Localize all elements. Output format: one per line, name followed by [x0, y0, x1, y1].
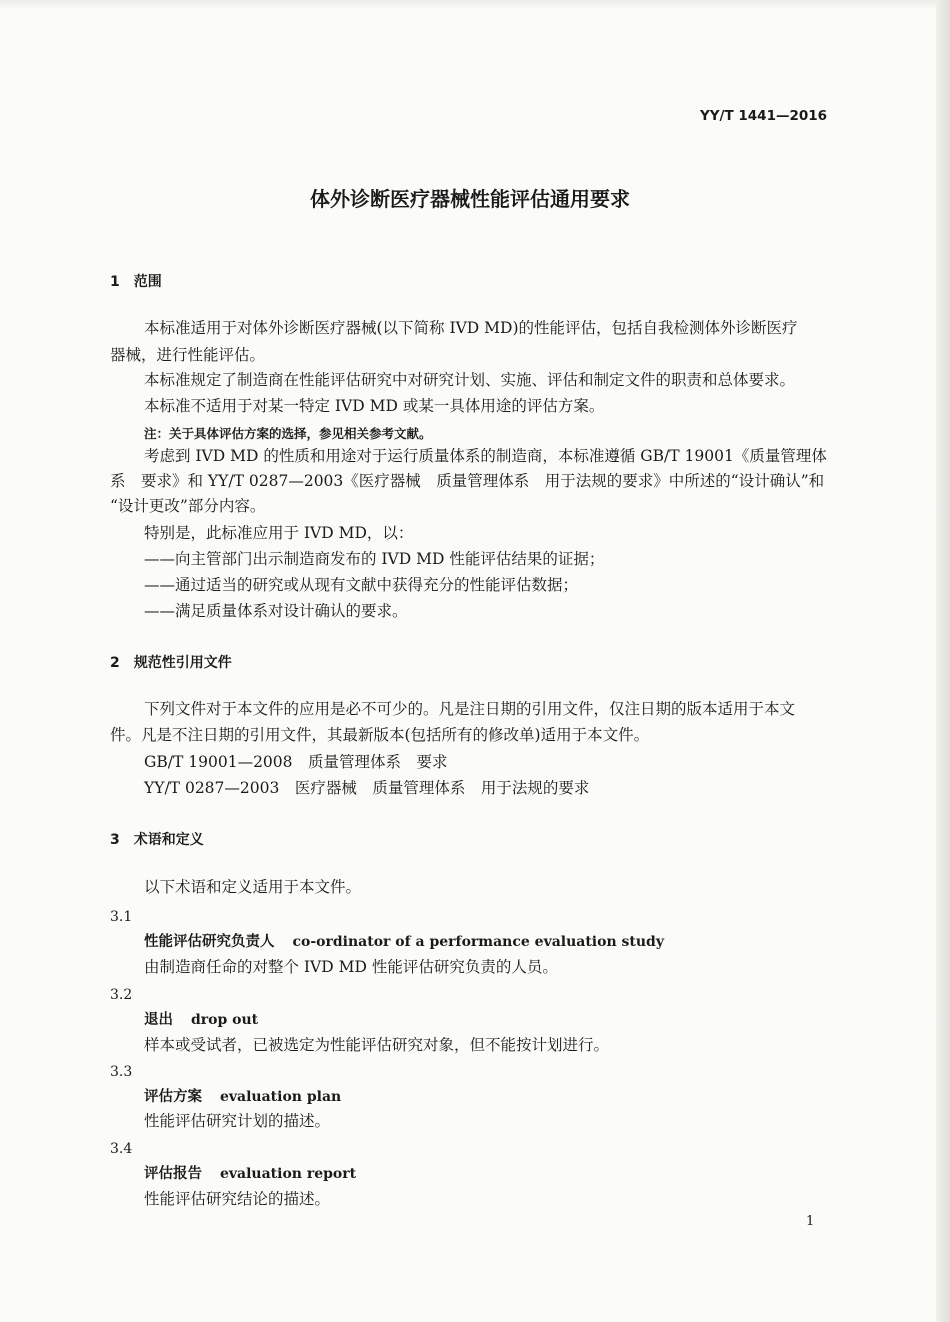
term-chinese: 评估报告	[144, 1166, 202, 1182]
scope-bullet-1: ——向主管部门出示制造商发布的 IVD MD 性能评估结果的证据；	[144, 550, 605, 568]
reference-item-2: YY/T 0287—2003 医疗器械 质量管理体系 用于法规的要求	[144, 779, 590, 797]
term-title	[144, 1009, 258, 1030]
references-paragraph-line-1: 下列文件对于本文件的应用是必不可少的。凡是注日期的引用文件，仅注日期的版本适用于本文	[144, 700, 796, 718]
term-chinese: 退出	[144, 1012, 173, 1028]
terms-intro: 以下术语和定义适用于本文件。	[144, 878, 362, 896]
scope-paragraph-5: 特别是，此标准应用于 IVD MD，以：	[144, 524, 414, 542]
scope-bullet-3: ——满足质量体系对设计确认的要求。	[144, 602, 408, 620]
term-english: evaluation report	[220, 1166, 357, 1182]
term-title	[144, 1163, 356, 1184]
reference-item-1: GB/T 19001—2008 质量管理体系 要求	[144, 753, 448, 771]
scope-paragraph-1-line-1: 本标准适用于对体外诊断医疗器械(以下简称 IVD MD)的性能评估，包括自我检测体外诊断医疗	[144, 319, 798, 337]
term-english: evaluation plan	[220, 1089, 342, 1105]
term-number: 3.1	[110, 909, 133, 925]
scope-paragraph-2: 本标准规定了制造商在性能评估研究中对研究计划、实施、评估和制定文件的职责和总体要求。	[144, 371, 796, 389]
term-definition: 由制造商任命的对整个 IVD MD 性能评估研究负责的人员。	[144, 958, 558, 976]
term-chinese: 评估方案	[144, 1089, 202, 1105]
term-number: 3.4	[110, 1141, 133, 1157]
scope-paragraph-1-line-2: 器械，进行性能评估。	[110, 346, 266, 364]
scope-paragraph-3: 本标准不适用于对某一特定 IVD MD 或某一具体用途的评估方案。	[144, 397, 605, 415]
term-title	[144, 1086, 341, 1107]
term-definition: 样本或受试者，已被选定为性能评估研究对象，但不能按计划进行。	[144, 1036, 610, 1054]
references-paragraph-line-2: 件。凡是不注日期的引用文件，其最新版本(包括所有的修改单)适用于本文件。	[110, 726, 650, 744]
term-definition: 性能评估研究计划的描述。	[144, 1112, 331, 1130]
term-title	[144, 931, 664, 952]
section-1-heading: 1 范围	[110, 274, 162, 290]
scope-paragraph-4-line-1: 考虑到 IVD MD 的性质和用途对于运行质量体系的制造商，本标准遵循 GB/T 19001《质量管理体	[144, 447, 827, 465]
term-english: drop out	[191, 1012, 259, 1028]
scope-bullet-2: ——通过适当的研究或从现有文献中获得充分的性能评估数据；	[144, 576, 579, 594]
standard-code: YY/T 1441—2016	[700, 108, 828, 124]
term-english: co-ordinator of a performance evaluation study	[292, 934, 664, 950]
page-number: 1	[806, 1214, 815, 1229]
section-3-heading: 3 术语和定义	[110, 832, 204, 848]
term-number: 3.3	[110, 1064, 133, 1080]
scan-top-shadow	[0, 0, 950, 10]
term-definition: 性能评估研究结论的描述。	[144, 1190, 331, 1208]
scope-paragraph-4-line-2: 系 要求》和 YY/T 0287—2003《医疗器械 质量管理体系 用于法规的要求》中所述的“设计确认”和	[110, 472, 825, 490]
term-number: 3.2	[110, 987, 133, 1003]
term-chinese: 性能评估研究负责人	[144, 934, 275, 950]
scope-note: 注：关于具体评估方案的选择，参见相关参考文献。	[144, 426, 432, 441]
section-2-heading: 2 规范性引用文件	[110, 655, 232, 671]
document-title: 体外诊断医疗器械性能评估通用要求	[310, 187, 630, 211]
scope-paragraph-4-line-3: “设计更改”部分内容。	[110, 497, 266, 515]
